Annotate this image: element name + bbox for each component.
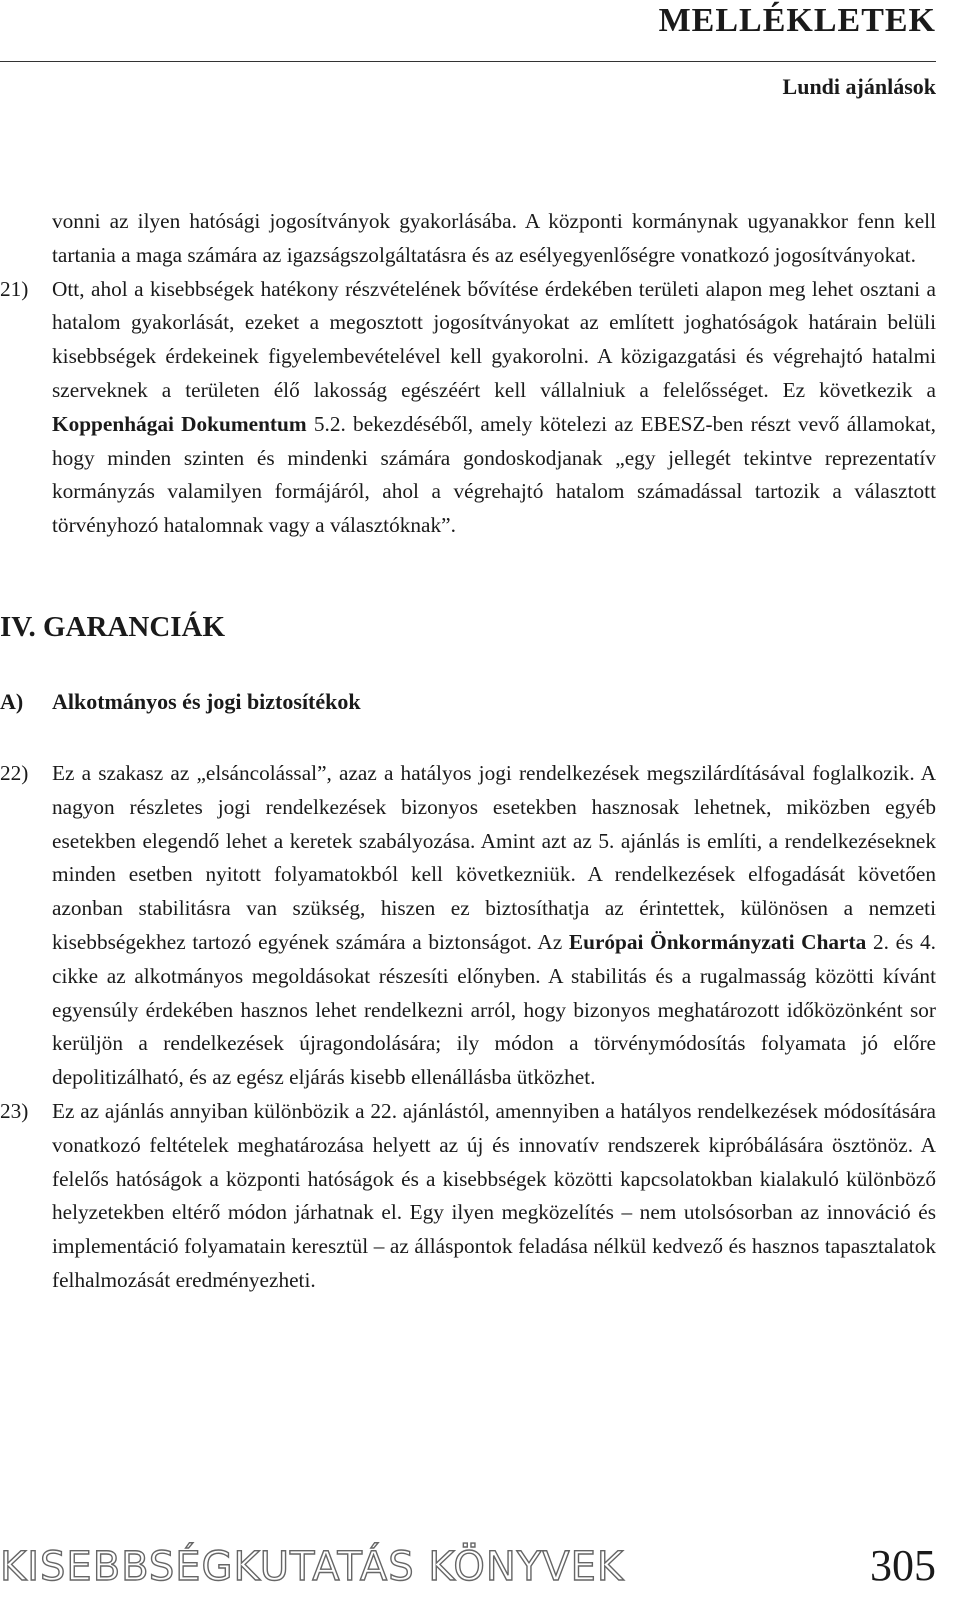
recommendation-22 [0,757,936,1095]
item-text [52,273,936,543]
recommendation-23 [0,1095,936,1298]
bold-reference: Koppenhágai Dokumentum [52,411,307,436]
running-header-title: MELLÉKLETEK [658,2,936,39]
series-name: KISEBBSÉGKUTATÁS KÖNYVEK [0,1544,625,1590]
item-text-part: 5.2. bekezdéséből, amely kötelezi az EBESZ-ben részt vevő államokat, hogy minden szinten és mindenki számára gondoskodjanak „egy jellegét tekintve reprezentatív kormányzás valamilyen formájáról, ahol a végrehajtó hatalom számadással tartozik a választott törvényhozó hatalomnak vagy a választóknak”. [52,411,937,538]
section-heading: IV. GARANCIÁK [0,610,226,643]
bold-reference: Európai Önkormányzati Charta [568,929,867,954]
item-number: 22) [0,760,29,785]
subsection-heading [0,685,936,719]
intro-paragraph: vonni az ilyen hatósági jogosítványok gyakorlásába. A központi kormánynak ugyanakkor fenn kell tartania a maga számára az igazságszolgáltatásra és az esélyegyenlőségre vonatkozó jogosítványokat. [52,209,936,267]
recommendation-21 [0,273,937,543]
header-divider [0,61,936,62]
page-number: 305 [870,1541,936,1590]
item-text-part: Ott, ahol a kisebbségek hatékony részvételének bővítése érdekében területi alapon meg lehet osztani a hatalom gyakorlását, ezeket a megosztott jogosítványokat az említett joghatóságok határain belüli kisebbségek érdekeinek figyelembevételével kell gyakorolni. A közigazgatási és végrehajtó hatalmi szerveknek a területen élő lakosság egészéért kell vállalniuk a felelősséget. Ez következik a [52,276,936,402]
page-body [0,205,937,1298]
item-text-part: 2. és 4. cikke az alkotmányos megoldásokat részesíti előnyben. A stabilitás és a rugalmasság közötti kívánt egyensúly érdekében hasznos lehet rendelkezni arról, hogy bizonyos meghatározott időközönként sor kerüljön a rendelkezések újragondolására; ily módon a törvénymódosítás folyamata jó előre depolitizálható, és az egész eljárás kisebb ellenállásba ütközhet. [52,929,936,1090]
item-number: 23) [0,1098,29,1123]
subsection-label: A) [0,688,24,714]
running-header-subtitle: Lundi ajánlások [782,74,936,99]
item-number: 21) [0,276,29,301]
item-text-part: Ez a szakasz az „elsáncolással”, azaz a hatályos jogi rendelkezések megszilárdításával foglalkozik. A nagyon részletes jogi rendelkezések bizonyos esetekben hasznosak lehetnek, miközben egyéb esetekben elegendő lehet a keretek szabályozása. Amint azt az 5. ajánlás is említi, a rendelkezéseknek minden esetben nyitott folyamatokból kell következniük. A rendelkezések elfogadását követően azonban stabilitásra van szükség, hiszen ez biztosíthatja az érintettek, különösen a nemzeti kisebbségekhez tartozó egyének számára a biztonságot. Az [52,760,936,954]
subsection-title: Alkotmányos és jogi biztosítékok [52,688,361,714]
item-text: Ez az ajánlás annyiban különbözik a 22. ajánlástól, amennyiben a hatályos rendelkezések módosítására vonatkozó feltételek meghatározása helyett az új és innovatív rendszerek kipróbálására ösztönöz. A felelős hatóságok a központi hatóságok és a kisebbségek közötti kapcsolatokban kialakuló különböző helyzetekben eltérő módon járhatnak el. Egy ilyen megközelítés – nem utolsósorban az innováció és implementáció folyamatain keresztül – az álláspontok feladása nélkül kedvező és hasznos tapasztalatok felhalmozását eredményezheti. [52,1098,936,1292]
item-text [52,757,936,1095]
